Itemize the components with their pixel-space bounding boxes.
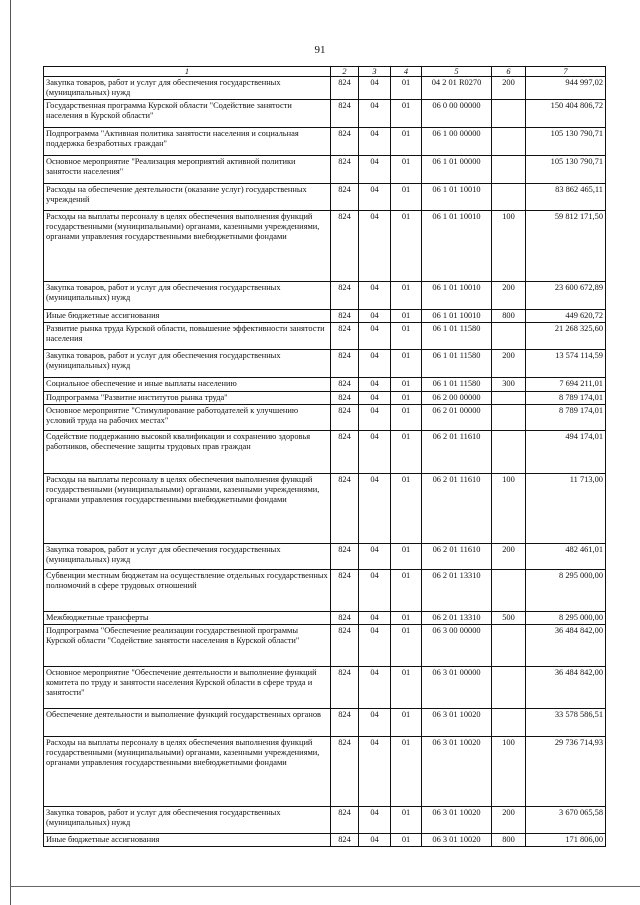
table-row — [44, 128, 606, 156]
row-code-3-cell: 04 — [359, 625, 391, 667]
row-amount-cell: 8 295 000,00 — [526, 612, 606, 625]
row-code-4-cell: 01 — [391, 100, 422, 128]
row-code-2-cell: 824 — [331, 282, 359, 310]
row-code-4-cell: 01 — [391, 544, 422, 570]
row-code-2-cell: 824 — [331, 100, 359, 128]
page-left-edge-line — [10, 0, 11, 905]
row-code-5-cell: 06 2 01 00000 — [422, 405, 492, 431]
row-code-5-cell: 06 3 00 00000 — [422, 625, 492, 667]
row-code-3-cell: 04 — [359, 834, 391, 847]
row-code-6-cell — [492, 405, 526, 431]
row-code-2-cell: 824 — [331, 405, 359, 431]
row-code-5-cell: 04 2 01 R0270 — [422, 77, 492, 100]
row-code-4-cell: 01 — [391, 737, 422, 807]
table-row — [44, 625, 606, 667]
row-code-3-cell: 04 — [359, 392, 391, 405]
row-amount-cell: 59 812 171,50 — [526, 211, 606, 282]
row-name-cell: Социальное обеспечение и иные выплаты населению — [44, 378, 331, 392]
row-amount-cell: 29 736 714,93 — [526, 737, 606, 807]
row-code-6-cell: 100 — [492, 211, 526, 282]
row-code-4-cell: 01 — [391, 310, 422, 323]
row-code-3-cell: 04 — [359, 323, 391, 350]
table-header-row — [44, 67, 606, 77]
row-code-6-cell: 200 — [492, 350, 526, 378]
row-code-6-cell: 200 — [492, 544, 526, 570]
row-code-6-cell — [492, 431, 526, 474]
row-code-2-cell: 824 — [331, 667, 359, 709]
row-code-3-cell: 04 — [359, 807, 391, 834]
row-code-5-cell: 06 3 01 00000 — [422, 667, 492, 709]
row-name-cell: Расходы на выплаты персоналу в целях обеспечения выполнения функций государственными (муниципальными) органами, казенными учреждениями, органами управления государственными внебюджетными фондами — [44, 737, 331, 807]
row-amount-cell: 23 600 672,89 — [526, 282, 606, 310]
table-row — [44, 350, 606, 378]
row-code-6-cell: 500 — [492, 612, 526, 625]
table-row — [44, 544, 606, 570]
row-code-6-cell — [492, 709, 526, 737]
row-code-6-cell — [492, 323, 526, 350]
header-col-1: 1 — [44, 67, 331, 77]
row-amount-cell: 105 130 790,71 — [526, 156, 606, 184]
row-code-2-cell: 824 — [331, 737, 359, 807]
row-name-cell: Закупка товаров, работ и услуг для обеспечения государственных (муниципальных) нужд — [44, 282, 331, 310]
table-row — [44, 431, 606, 474]
table-row — [44, 282, 606, 310]
table-row — [44, 612, 606, 625]
page-number: 91 — [314, 44, 326, 56]
budget-table — [43, 66, 606, 847]
row-code-3-cell: 04 — [359, 474, 391, 544]
header-col-7: 7 — [526, 67, 606, 77]
table-row — [44, 323, 606, 350]
row-code-2-cell: 824 — [331, 474, 359, 544]
row-code-2-cell: 824 — [331, 834, 359, 847]
table-row — [44, 667, 606, 709]
row-amount-cell: 171 806,00 — [526, 834, 606, 847]
row-code-5-cell: 06 1 01 10010 — [422, 282, 492, 310]
row-code-3-cell: 04 — [359, 570, 391, 612]
row-name-cell: Основное мероприятие "Стимулирование работодателей к улучшению условий труда на рабочих местах" — [44, 405, 331, 431]
row-name-cell: Закупка товаров, работ и услуг для обеспечения государственных (муниципальных) нужд — [44, 807, 331, 834]
row-amount-cell: 21 268 325,60 — [526, 323, 606, 350]
row-name-cell: Расходы на обеспечение деятельности (оказание услуг) государственных учреждений — [44, 184, 331, 211]
row-code-5-cell: 06 3 01 10020 — [422, 709, 492, 737]
row-code-2-cell: 824 — [331, 350, 359, 378]
table-row — [44, 405, 606, 431]
row-name-cell: Закупка товаров, работ и услуг для обеспечения государственных (муниципальных) нужд — [44, 544, 331, 570]
table-row — [44, 737, 606, 807]
row-code-4-cell: 01 — [391, 570, 422, 612]
row-code-2-cell: 824 — [331, 77, 359, 100]
row-code-5-cell: 06 1 01 11580 — [422, 378, 492, 392]
row-code-3-cell: 04 — [359, 211, 391, 282]
row-name-cell: Расходы на выплаты персоналу в целях обеспечения выполнения функций государственными (муниципальными) органами, казенными учреждениями, органами управления государственными внебюджетными фондами — [44, 474, 331, 544]
row-code-6-cell — [492, 667, 526, 709]
row-amount-cell: 8 295 000,00 — [526, 570, 606, 612]
row-amount-cell: 150 404 806,72 — [526, 100, 606, 128]
row-amount-cell: 944 997,02 — [526, 77, 606, 100]
table-row — [44, 570, 606, 612]
row-code-4-cell: 01 — [391, 667, 422, 709]
row-code-3-cell: 04 — [359, 156, 391, 184]
row-code-2-cell: 824 — [331, 156, 359, 184]
row-code-6-cell: 200 — [492, 807, 526, 834]
row-code-5-cell: 06 2 01 13310 — [422, 570, 492, 612]
row-name-cell: Иные бюджетные ассигнования — [44, 310, 331, 323]
row-code-3-cell: 04 — [359, 282, 391, 310]
table-row — [44, 310, 606, 323]
row-code-3-cell: 04 — [359, 667, 391, 709]
row-code-2-cell: 824 — [331, 323, 359, 350]
row-code-4-cell: 01 — [391, 474, 422, 544]
row-amount-cell: 3 670 065,58 — [526, 807, 606, 834]
row-name-cell: Развитие рынка труда Курской области, повышение эффективности занятости населения — [44, 323, 331, 350]
row-code-5-cell: 06 3 01 10020 — [422, 834, 492, 847]
row-code-6-cell — [492, 128, 526, 156]
row-code-4-cell: 01 — [391, 128, 422, 156]
row-code-2-cell: 824 — [331, 310, 359, 323]
row-code-5-cell: 06 2 00 00000 — [422, 392, 492, 405]
row-amount-cell: 11 713,00 — [526, 474, 606, 544]
row-code-2-cell: 824 — [331, 378, 359, 392]
row-amount-cell: 482 461,01 — [526, 544, 606, 570]
row-code-3-cell: 04 — [359, 100, 391, 128]
row-name-cell: Государственная программа Курской области "Содействие занятости населения в Курской области" — [44, 100, 331, 128]
row-code-6-cell — [492, 100, 526, 128]
table-row — [44, 100, 606, 128]
row-code-5-cell: 06 1 01 11580 — [422, 350, 492, 378]
row-code-5-cell: 06 1 00 00000 — [422, 128, 492, 156]
row-code-3-cell: 04 — [359, 184, 391, 211]
table-row — [44, 77, 606, 100]
row-amount-cell: 36 484 842,00 — [526, 625, 606, 667]
row-code-4-cell: 01 — [391, 211, 422, 282]
row-amount-cell: 7 694 211,01 — [526, 378, 606, 392]
row-amount-cell: 83 862 465,11 — [526, 184, 606, 211]
table-row — [44, 378, 606, 392]
row-name-cell: Закупка товаров, работ и услуг для обеспечения государственных (муниципальных) нужд — [44, 77, 331, 100]
table-row — [44, 834, 606, 847]
row-code-2-cell: 824 — [331, 709, 359, 737]
table-body — [44, 77, 606, 847]
row-code-5-cell: 06 2 01 13310 — [422, 612, 492, 625]
row-amount-cell: 8 789 174,01 — [526, 392, 606, 405]
row-amount-cell: 105 130 790,71 — [526, 128, 606, 156]
row-code-2-cell: 824 — [331, 544, 359, 570]
row-name-cell: Основное мероприятие "Реализация мероприятий активной политики занятости населения" — [44, 156, 331, 184]
row-code-4-cell: 01 — [391, 612, 422, 625]
row-code-5-cell: 06 2 01 11610 — [422, 544, 492, 570]
row-code-4-cell: 01 — [391, 77, 422, 100]
row-name-cell: Закупка товаров, работ и услуг для обеспечения государственных (муниципальных) нужд — [44, 350, 331, 378]
row-code-2-cell: 824 — [331, 570, 359, 612]
row-code-2-cell: 824 — [331, 211, 359, 282]
row-code-3-cell: 04 — [359, 77, 391, 100]
row-code-3-cell: 04 — [359, 350, 391, 378]
row-code-6-cell: 100 — [492, 737, 526, 807]
row-code-3-cell: 04 — [359, 128, 391, 156]
row-code-2-cell: 824 — [331, 612, 359, 625]
row-amount-cell: 33 578 586,51 — [526, 709, 606, 737]
row-code-2-cell: 824 — [331, 625, 359, 667]
row-code-4-cell: 01 — [391, 405, 422, 431]
row-code-4-cell: 01 — [391, 431, 422, 474]
row-name-cell: Обеспечение деятельности и выполнение функций государственных органов — [44, 709, 331, 737]
row-name-cell: Подпрограмма "Обеспечение реализации государственной программы Курской области "Содействие занятости населения в Курской области" — [44, 625, 331, 667]
row-code-5-cell: 06 2 01 11610 — [422, 431, 492, 474]
row-code-4-cell: 01 — [391, 709, 422, 737]
row-code-4-cell: 01 — [391, 323, 422, 350]
row-code-5-cell: 06 1 01 10010 — [422, 184, 492, 211]
header-col-4: 4 — [391, 67, 422, 77]
row-name-cell: Основное мероприятие "Обеспечение деятельности и выполнение функций комитета по труду и занятости населения Курской области в сфере труда и занятости" — [44, 667, 331, 709]
row-code-3-cell: 04 — [359, 709, 391, 737]
row-code-6-cell: 300 — [492, 378, 526, 392]
row-code-4-cell: 01 — [391, 625, 422, 667]
header-col-3: 3 — [359, 67, 391, 77]
row-name-cell: Субвенции местным бюджетам на осуществление отдельных государственных полномочий в сфере трудовых отношений — [44, 570, 331, 612]
table-row — [44, 392, 606, 405]
table-row — [44, 156, 606, 184]
row-code-5-cell: 06 3 01 10020 — [422, 737, 492, 807]
row-code-3-cell: 04 — [359, 378, 391, 392]
row-code-4-cell: 01 — [391, 156, 422, 184]
header-col-2: 2 — [331, 67, 359, 77]
row-code-6-cell — [492, 570, 526, 612]
table-row — [44, 211, 606, 282]
row-code-5-cell: 06 1 01 00000 — [422, 156, 492, 184]
row-name-cell: Подпрограмма "Активная политика занятости населения и социальная поддержка безработных граждан" — [44, 128, 331, 156]
table-row — [44, 474, 606, 544]
row-name-cell: Межбюджетные трансферты — [44, 612, 331, 625]
row-code-4-cell: 01 — [391, 184, 422, 211]
row-code-5-cell: 06 1 01 10010 — [422, 211, 492, 282]
row-amount-cell: 13 574 114,59 — [526, 350, 606, 378]
row-code-2-cell: 824 — [331, 807, 359, 834]
row-code-6-cell — [492, 184, 526, 211]
row-code-3-cell: 04 — [359, 405, 391, 431]
row-amount-cell: 494 174,01 — [526, 431, 606, 474]
row-code-6-cell — [492, 156, 526, 184]
row-name-cell: Содействие поддержанию высокой квалификации и сохранению здоровья работников, обеспечение защиты трудовых прав граждан — [44, 431, 331, 474]
table-row — [44, 709, 606, 737]
row-code-6-cell: 800 — [492, 310, 526, 323]
row-code-3-cell: 04 — [359, 612, 391, 625]
row-amount-cell: 8 789 174,01 — [526, 405, 606, 431]
page-bottom-line — [10, 886, 640, 887]
row-code-6-cell: 200 — [492, 282, 526, 310]
row-code-3-cell: 04 — [359, 310, 391, 323]
row-code-3-cell: 04 — [359, 544, 391, 570]
row-code-2-cell: 824 — [331, 392, 359, 405]
row-code-6-cell: 800 — [492, 834, 526, 847]
row-code-2-cell: 824 — [331, 128, 359, 156]
row-code-6-cell: 200 — [492, 77, 526, 100]
row-code-2-cell: 824 — [331, 184, 359, 211]
header-col-6: 6 — [492, 67, 526, 77]
row-code-4-cell: 01 — [391, 834, 422, 847]
row-code-6-cell: 100 — [492, 474, 526, 544]
row-code-5-cell: 06 2 01 11610 — [422, 474, 492, 544]
table-row — [44, 807, 606, 834]
row-code-2-cell: 824 — [331, 431, 359, 474]
row-code-5-cell: 06 1 01 11580 — [422, 323, 492, 350]
header-col-5: 5 — [422, 67, 492, 77]
row-code-3-cell: 04 — [359, 737, 391, 807]
row-name-cell: Подпрограмма "Развитие институтов рынка труда" — [44, 392, 331, 405]
row-code-5-cell: 06 3 01 10020 — [422, 807, 492, 834]
row-code-4-cell: 01 — [391, 392, 422, 405]
row-code-5-cell: 06 1 01 10010 — [422, 310, 492, 323]
row-code-6-cell — [492, 625, 526, 667]
row-amount-cell: 36 484 842,00 — [526, 667, 606, 709]
row-name-cell: Иные бюджетные ассигнования — [44, 834, 331, 847]
row-code-4-cell: 01 — [391, 282, 422, 310]
row-code-5-cell: 06 0 00 00000 — [422, 100, 492, 128]
row-name-cell: Расходы на выплаты персоналу в целях обеспечения выполнения функций государственными (муниципальными) органами, казенными учреждениями, органами управления государственными внебюджетными фондами — [44, 211, 331, 282]
row-code-3-cell: 04 — [359, 431, 391, 474]
table-row — [44, 184, 606, 211]
row-amount-cell: 449 620,72 — [526, 310, 606, 323]
row-code-4-cell: 01 — [391, 807, 422, 834]
row-code-4-cell: 01 — [391, 378, 422, 392]
row-code-4-cell: 01 — [391, 350, 422, 378]
row-code-6-cell — [492, 392, 526, 405]
